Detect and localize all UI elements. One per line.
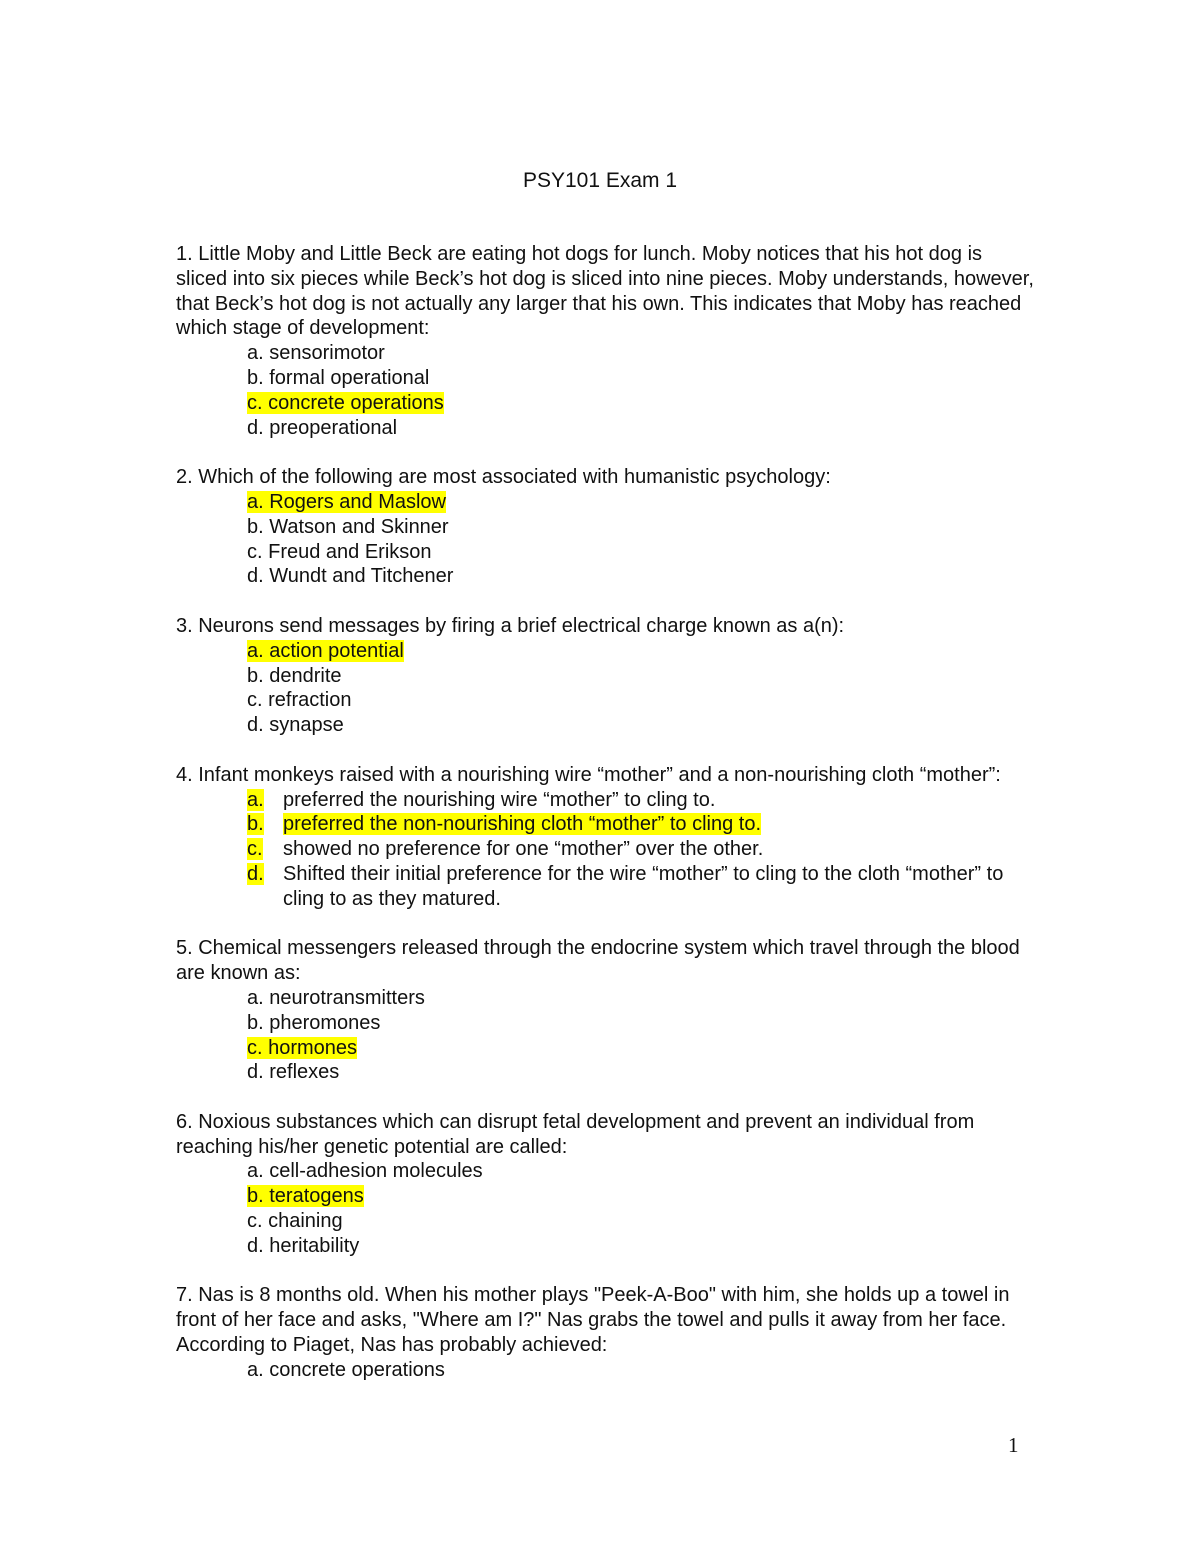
answer-highlight: preferred the non-nourishing cloth “mother” to cling to.	[283, 813, 762, 836]
answer-highlight: c. hormones	[247, 1036, 358, 1059]
answer-option: d. synapse	[247, 714, 344, 737]
question-5	[176, 936, 1036, 1085]
option-text	[283, 812, 1036, 837]
answer-option	[247, 837, 1036, 862]
question-stem: 4. Infant monkeys raised with a nourishing wire “mother” and a non-nourishing cloth “mother”:	[176, 763, 1001, 786]
exam-title: PSY101 Exam 1	[522, 169, 678, 192]
question-stem: 2. Which of the following are most associated with humanistic psychology:	[176, 466, 831, 489]
answer-option: c. refraction	[247, 689, 352, 712]
answer-option	[247, 788, 1036, 813]
answer-option-correct	[247, 490, 1036, 515]
answer-option: c. chaining	[247, 1210, 343, 1233]
answer-option: d. reflexes	[247, 1061, 340, 1084]
option-text: preferred the nourishing wire “mother” to cling to.	[283, 788, 716, 811]
question-stem: 6. Noxious substances which can disrupt fetal development and prevent an individual from reaching his/her genetic potential are called:	[176, 1110, 975, 1158]
option-text: showed no preference for one “mother” over the other.	[283, 838, 764, 861]
question-1	[176, 242, 1036, 440]
answer-option: d. Wundt and Titchener	[247, 565, 454, 588]
question-stem: 1. Little Moby and Little Beck are eating hot dogs for lunch. Moby notices that his hot dog is sliced into six pieces while Beck’s hot dog is sliced into nine pieces. Moby understands, however, that Beck’s hot dog is not actually any larger that his own. This indicates that Moby has reached which stage of development:	[176, 243, 1034, 340]
question-list	[176, 242, 1036, 1407]
answer-highlight: a. Rogers and Maslow	[247, 490, 446, 513]
answer-highlight: b. teratogens	[247, 1185, 364, 1208]
answer-option-correct	[247, 639, 1036, 664]
question-stem: 5. Chemical messengers released through the endocrine system which travel through the blood are known as:	[176, 937, 1020, 985]
answer-option-correct	[247, 812, 1036, 837]
answer-option: b. pheromones	[247, 1011, 381, 1034]
answer-options	[176, 1159, 1036, 1258]
answer-options	[176, 639, 1036, 738]
answer-option: a. cell-adhesion molecules	[247, 1160, 483, 1183]
answer-option: c. Freud and Erikson	[247, 540, 432, 563]
answer-option: b. dendrite	[247, 664, 342, 687]
option-letter: d.	[247, 862, 264, 885]
answer-highlight: a. action potential	[247, 639, 404, 662]
answer-options	[176, 986, 1036, 1085]
question-2	[176, 465, 1036, 589]
answer-option	[247, 862, 1036, 912]
question-6	[176, 1110, 1036, 1259]
answer-option: b. Watson and Skinner	[247, 515, 449, 538]
answer-option: d. heritability	[247, 1234, 360, 1257]
answer-options	[176, 1358, 1036, 1383]
page-number: 1	[1008, 1433, 1019, 1457]
answer-option: b. formal operational	[247, 366, 430, 389]
answer-option: a. neurotransmitters	[247, 986, 425, 1009]
answer-highlight: c. concrete operations	[247, 391, 444, 414]
question-stem: 3. Neurons send messages by firing a brief electrical charge known as a(n):	[176, 614, 845, 637]
option-letter: a.	[247, 788, 264, 811]
question-7	[176, 1283, 1036, 1382]
answer-option-correct	[247, 1036, 1036, 1061]
answer-option: a. concrete operations	[247, 1358, 445, 1381]
question-4	[176, 763, 1036, 912]
answer-option: d. preoperational	[247, 416, 398, 439]
answer-option-correct	[247, 391, 1036, 416]
answer-option: a. sensorimotor	[247, 342, 385, 365]
answer-options	[176, 490, 1036, 589]
option-letter: b.	[247, 813, 264, 836]
answer-options	[176, 341, 1036, 440]
option-letter: c.	[247, 838, 263, 861]
option-text: Shifted their initial preference for the wire “mother” to cling to the cloth “mother” to cling to as they matured.	[283, 862, 1004, 910]
question-3	[176, 614, 1036, 738]
question-stem: 7. Nas is 8 months old. When his mother plays "Peek-A-Boo" with him, she holds up a towel in front of her face and asks, "Where am I?" Nas grabs the towel and pulls it away from her face. According to Piaget, Nas has probably achieved:	[176, 1284, 1010, 1357]
answer-option-correct	[247, 1184, 1036, 1209]
answer-options	[176, 788, 1036, 912]
